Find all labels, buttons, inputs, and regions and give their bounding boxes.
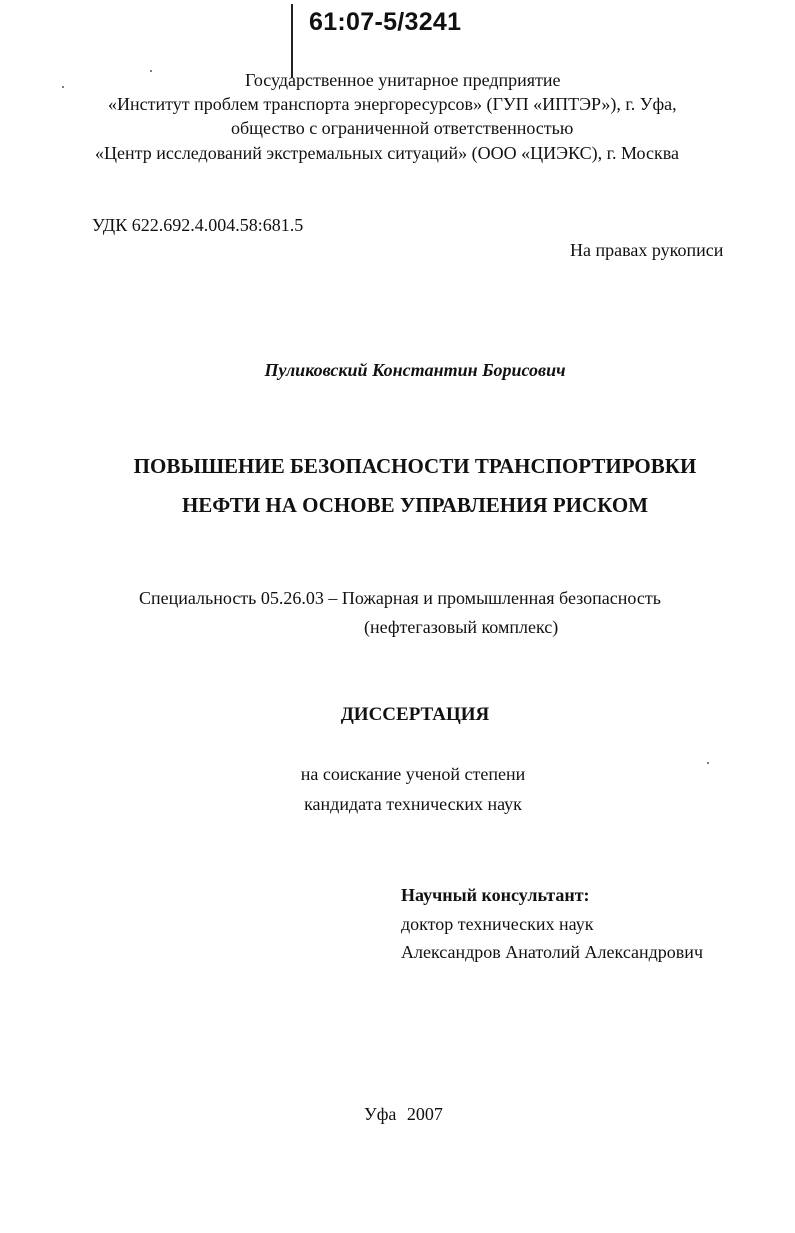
header-line-2: «Институт проблем транспорта энергоресурсов» (ГУП «ИПТЭР»), г. Уфа,: [108, 94, 677, 114]
scan-speck: [62, 86, 64, 88]
title-line-2: НЕФТИ НА ОСНОВЕ УПРАВЛЕНИЯ РИСКОМ: [181, 493, 649, 517]
udk-code: УДК 622.692.4.004.58:681.5: [92, 215, 304, 235]
advisor-name: Александров Анатолий Александрович: [401, 942, 703, 962]
author-name: Пуликовский Константин Борисович: [264, 360, 566, 380]
advisor-degree: доктор технических наук: [401, 914, 594, 934]
manuscript-rights: На правах рукописи: [570, 240, 724, 260]
document-type: ДИССЕРТАЦИЯ: [340, 704, 490, 725]
degree-line-2: кандидата технических наук: [304, 794, 522, 814]
scan-speck: [707, 762, 709, 764]
scan-speck: [150, 70, 152, 72]
degree-line-1: на соискание ученой степени: [300, 764, 526, 784]
header-line-4: «Центр исследований экстремальных ситуаций» (ООО «ЦИЭКС), г. Москва: [95, 143, 679, 163]
specialty-line-2: (нефтегазовый комплекс): [364, 617, 559, 637]
header-line-3: общество с ограниченной ответственностью: [231, 118, 574, 138]
advisor-heading: Научный консультант:: [401, 885, 590, 905]
specialty-line-1: Специальность 05.26.03 – Пожарная и промышленная безопасность: [139, 588, 661, 608]
margin-rule: [291, 4, 293, 78]
archive-code: 61:07-5/3241: [309, 8, 462, 36]
title-line-1: ПОВЫШЕНИЕ БЕЗОПАСНОСТИ ТРАНСПОРТИРОВКИ: [133, 454, 697, 478]
header-line-1: Государственное унитарное предприятие: [245, 70, 561, 90]
city-year: Уфа 2007: [364, 1104, 443, 1124]
